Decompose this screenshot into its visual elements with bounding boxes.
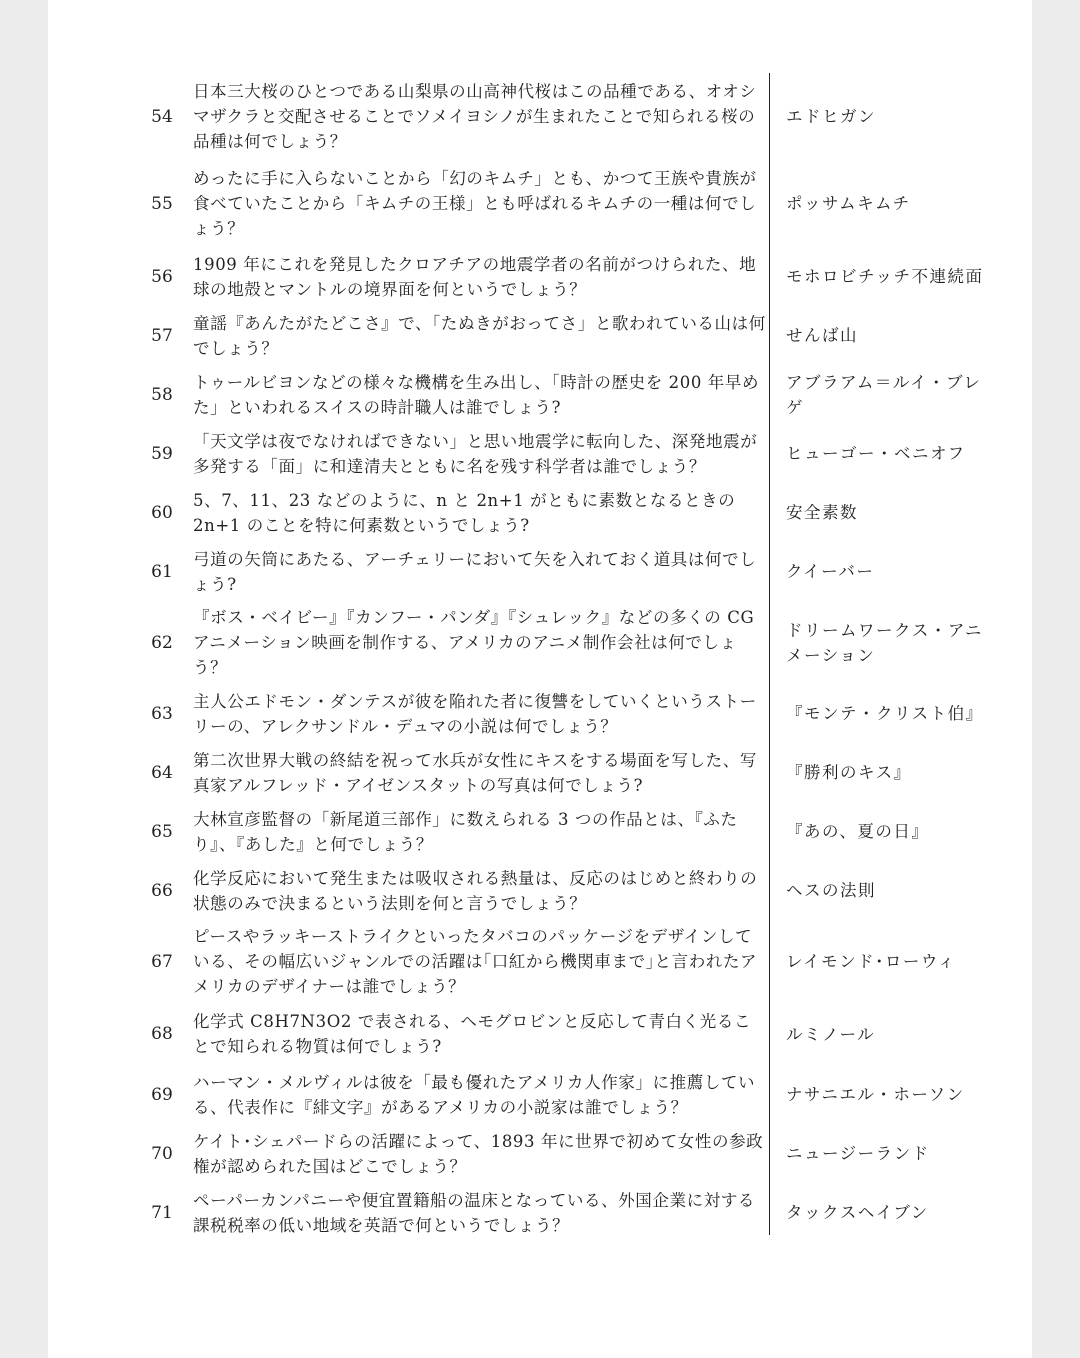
question-number: 54 (151, 106, 173, 127)
table-row (140, 601, 990, 684)
question-text: 弓道の矢筒にあたる、アーチェリーにおいて矢を入れておく道具は何でしょう? (193, 549, 757, 594)
answer-text: ドリームワークス・アニメーション (786, 620, 984, 665)
question-text: 第二次世界大戦の終結を祝って水兵が女性にキスをする場面を写した、写真家アルフレッド・アイゼンスタットの写真は何でしょう? (193, 750, 757, 795)
answer-text: ヒューゴー・ベニオフ (786, 444, 966, 463)
table-row (140, 160, 990, 247)
table-row (140, 306, 990, 365)
question-number: 55 (151, 193, 173, 214)
table-row (140, 684, 990, 743)
answer-text: クイーバー (786, 562, 875, 581)
question-number: 58 (151, 384, 173, 405)
question-number: 71 (151, 1202, 173, 1223)
table-row (140, 861, 990, 920)
table-row (140, 365, 990, 424)
answer-text: エドヒガン (786, 107, 876, 126)
question-text: ピースやラッキーストライクといったタバコのパッケージをデザインしている、その幅広いジャンルでの活躍は｢口紅から機関車まで｣と言われたアメリカのデザイナーは誰でしょう？ (193, 927, 758, 996)
question-text: 大林宣彦監督の「新尾道三部作」に数えられる 3 つの作品とは、『ふたり』、『あした』と何でしょう？ (193, 809, 738, 854)
question-number: 64 (151, 762, 173, 783)
question-number: 67 (151, 951, 173, 972)
question-number: 62 (151, 632, 173, 653)
answer-text: ルミノール (786, 1024, 876, 1044)
question-text: 『ボス・ベイビー』『カンフー・パンダ』『シュレック』などの多くの CG アニメーション映画を制作する、アメリカのアニメ制作会社は何でしょう？ (193, 608, 755, 677)
answer-text: ポッサムキムチ (786, 194, 911, 213)
answer-text: 『あの、夏の日』 (786, 822, 930, 841)
question-number: 66 (151, 880, 173, 901)
question-text: ケイト･シェパードらの活躍によって、1893 年に世界で初めて女性の参政権が認められた国はどこでしょう？ (193, 1131, 764, 1176)
question-number: 63 (151, 703, 173, 724)
table-row (140, 73, 990, 160)
table-row (140, 1124, 990, 1183)
question-number: 69 (151, 1084, 173, 1105)
table-row (140, 483, 990, 542)
answer-text: 『モンテ・クリスト伯』 (786, 704, 984, 723)
answer-text: ヘスの法則 (786, 881, 876, 900)
question-text: めったに手に入らないことから「幻のキムチ」とも、かつて王族や貴族が食べていたことから「キムチの王様」とも呼ばれるキムチの一種は何でしょう？ (193, 169, 757, 238)
question-text: 5、7、11、23 などのように、n と 2n+1 がともに素数となるときの 2n+1 のことを特に何素数というでしょう? (193, 490, 736, 535)
question-text: 日本三大桜のひとつである山梨県の山高神代桜はこの品種である、オオシマザクラと交配させることでソメイヨシノが生まれたことで知られる桜の品種は何でしょう？ (193, 82, 757, 151)
question-number: 56 (151, 266, 173, 287)
table-row (140, 1065, 990, 1124)
answer-text: タックスヘイブン (786, 1203, 929, 1222)
answer-text: 『勝利のキス』 (786, 763, 912, 782)
table-row (140, 1003, 990, 1065)
question-text: 「天文学は夜でなければできない」と思い地震学に転向した、深発地震が多発する「面」に和達清夫とともに名を残す科学者は誰でしょう？ (193, 431, 758, 476)
question-text: 童謡『あんたがたどこさ』で、「たぬきがおってさ」と歌われている山は何でしょう？ (193, 313, 766, 358)
answer-text: レイモンド･ローウィ (786, 952, 956, 971)
table-row (140, 424, 990, 483)
answer-text: ニュージーランド (786, 1144, 930, 1163)
table-row (140, 1183, 990, 1242)
answer-text: せんば山 (786, 326, 858, 345)
table-row (140, 542, 990, 601)
question-text: 主人公エドモン・ダンテスが彼を陥れた者に復讐をしていくというストーリーの、アレクサンドル・デュマの小説は何でしょう？ (193, 691, 757, 736)
question-number: 61 (151, 561, 173, 582)
question-text: ペーパーカンパニーや便宜置籍船の温床となっている、外国企業に対する課税税率の低い地域を英語で何というでしょう？ (193, 1190, 755, 1235)
question-text: トゥールビヨンなどの様々な機構を生み出し、「時計の歴史を 200 年早めた」といわれるスイスの時計職人は誰でしょう? (193, 372, 760, 417)
answer-text: 安全素数 (786, 503, 858, 522)
table-row (140, 247, 990, 306)
table-row (140, 920, 990, 1003)
question-number: 57 (151, 325, 173, 346)
question-text: 1909 年にこれを発見したクロアチアの地震学者の名前がつけられた、地球の地殻とマントルの境界面を何というでしょう？ (193, 254, 757, 299)
question-text: 化学反応において発生または吸収される熱量は、反応のはじめと終わりの状態のみで決まるという法則を何と言うでしょう？ (193, 868, 758, 913)
question-text: ハーマン・メルヴィルは彼を「最も優れたアメリカ人作家」に推薦している、代表作に『緋文字』があるアメリカの小説家は誰でしょう？ (193, 1072, 756, 1117)
question-number: 65 (151, 821, 173, 842)
question-number: 60 (151, 502, 173, 523)
question-number: 70 (151, 1143, 173, 1164)
answer-text: モホロビチッチ不連続面 (786, 267, 984, 286)
answer-text: アブラアム＝ルイ・ブレゲ (786, 372, 982, 417)
table-row (140, 743, 990, 802)
table-row (140, 802, 990, 861)
answer-text: ナサニエル・ホーソン (786, 1085, 965, 1104)
quiz-table (140, 73, 990, 1242)
question-number: 68 (151, 1024, 173, 1044)
question-number: 59 (151, 443, 173, 464)
question-text: 化学式 C8H7N3O2 で表される、ヘモグロビンと反応して青白く光ることで知られる物質は何でしょう? (193, 1012, 752, 1056)
